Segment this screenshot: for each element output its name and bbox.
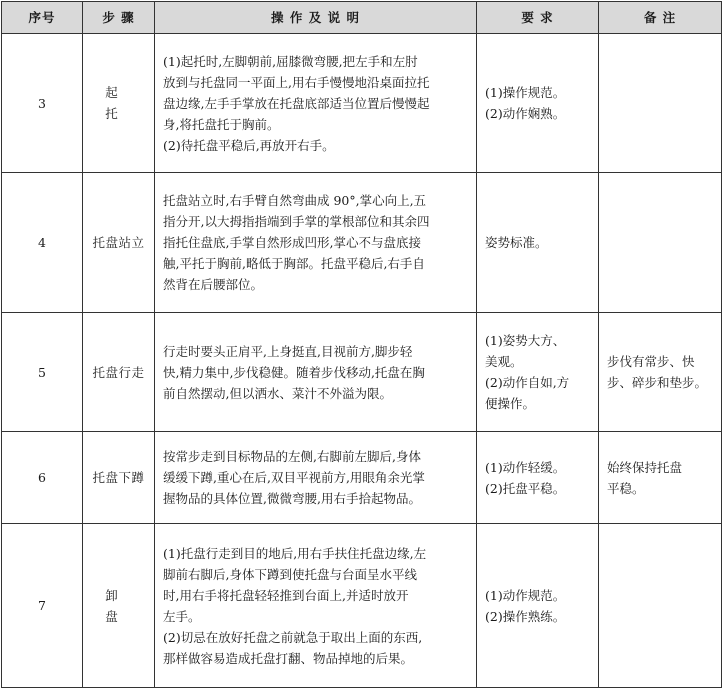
req-line: (2)动作娴熟。 xyxy=(485,106,566,121)
desc-line: 然背在后腰部位。 xyxy=(163,277,264,292)
desc-line: 放到与托盘同一平面上,用右手慢慢地沿桌面拉托 xyxy=(163,74,430,90)
desc-line: (1)起托时,左脚朝前,屈膝微弯腰,把左手和左肘 xyxy=(163,53,418,69)
header-row xyxy=(2,2,722,34)
table-row xyxy=(2,432,722,524)
cell-step: 托盘下蹲 xyxy=(83,432,155,524)
cell-step: 托盘行走 xyxy=(83,313,155,432)
step-label: 起 托 xyxy=(105,85,132,121)
cell-note xyxy=(599,524,722,688)
cell-no: 6 xyxy=(2,432,83,524)
req-line: 姿势标准。 xyxy=(485,235,548,250)
desc-line: (2)待托盘平稳后,再放开右手。 xyxy=(163,137,335,153)
table-row xyxy=(2,313,722,432)
cell-step xyxy=(83,34,155,173)
cell-no: 4 xyxy=(2,173,83,313)
note-line: 始终保持托盘 xyxy=(607,459,683,475)
req-line: (1)动作规范。 xyxy=(485,587,566,603)
step-label: 卸 盘 xyxy=(105,587,132,624)
desc-line: (2)切忌在放好托盘之前就急于取出上面的东西, xyxy=(163,629,423,645)
desc-line: 触,平托于胸前,略低于胸部。托盘平稳后,右手自 xyxy=(163,256,425,271)
note-line: 平稳。 xyxy=(607,480,645,496)
note-line: 步、碎步和垫步。 xyxy=(607,375,708,390)
req-line: (1)姿势大方、 xyxy=(485,333,566,348)
header-no: 序号 xyxy=(2,2,83,34)
req-line: (2)动作自如,方 xyxy=(485,375,570,390)
desc-line: 指托住盘底,手掌自然形成凹形,掌心不与盘底接 xyxy=(163,235,421,250)
desc-line: 行走时要头正肩平,上身挺直,目视前方,脚步轻 xyxy=(163,343,413,359)
cell-note xyxy=(599,34,722,173)
desc-line: 那样做容易造成托盘打翻、物品掉地的后果。 xyxy=(163,650,414,666)
desc-line: 托盘站立时,右手臂自然弯曲成 90°,掌心向上,五 xyxy=(163,193,427,208)
desc-line: 握物品的具体位置,微微弯腰,用右手拾起物品。 xyxy=(163,491,421,506)
header-note: 备 注 xyxy=(599,2,722,34)
cell-req xyxy=(477,34,599,173)
desc-line: 盘边缘,左手手掌放在托盘底部适当位置后慢慢起 xyxy=(163,95,430,111)
header-step: 步 骤 xyxy=(83,2,155,34)
desc-line: 左手。 xyxy=(163,608,201,624)
table-row xyxy=(2,173,722,313)
req-line: (2)托盘平稳。 xyxy=(485,480,566,496)
table-row xyxy=(2,524,722,688)
req-line: 美观。 xyxy=(485,354,523,369)
note-line: 步伐有常步、快 xyxy=(607,354,695,369)
req-line: (1)操作规范。 xyxy=(485,85,566,100)
cell-req xyxy=(477,173,599,313)
cell-req xyxy=(477,313,599,432)
header-desc: 操 作 及 说 明 xyxy=(155,2,477,34)
cell-no: 3 xyxy=(2,34,83,173)
desc-line: 指分开,以大拇指指端到手掌的掌根部位和其余四 xyxy=(163,214,430,229)
req-line: (2)操作熟练。 xyxy=(485,608,566,624)
req-line: (1)动作轻缓。 xyxy=(485,459,566,475)
header-req: 要 求 xyxy=(477,2,599,34)
cell-note xyxy=(599,313,722,432)
cell-req xyxy=(477,432,599,524)
desc-line: 缓缓下蹲,重心在后,双目平视前方,用眼角余光掌 xyxy=(163,470,425,485)
desc-line: 脚前右脚后,身体下蹲到使托盘与台面呈水平线 xyxy=(163,566,417,582)
cell-step xyxy=(83,524,155,688)
cell-desc xyxy=(155,173,477,313)
cell-req xyxy=(477,524,599,688)
cell-no: 5 xyxy=(2,313,83,432)
desc-line: 时,用右手将托盘轻轻推到台面上,并适时放开 xyxy=(163,587,409,603)
desc-line: 身,将托盘托于胸前。 xyxy=(163,116,280,132)
req-line: 便操作。 xyxy=(485,396,536,411)
cell-desc xyxy=(155,313,477,432)
desc-line: 按常步走到目标物品的左侧,右脚前左脚后,身体 xyxy=(163,449,421,464)
desc-line: 前自然摆动,但以洒水、菜汁不外溢为限。 xyxy=(163,385,392,401)
procedure-table xyxy=(1,1,722,688)
cell-desc xyxy=(155,34,477,173)
cell-no: 7 xyxy=(2,524,83,688)
cell-desc xyxy=(155,524,477,688)
cell-step: 托盘站立 xyxy=(83,173,155,313)
cell-desc xyxy=(155,432,477,524)
desc-line: 快,精力集中,步伐稳健。随着步伐移动,托盘在胸 xyxy=(163,364,425,380)
cell-note xyxy=(599,173,722,313)
cell-note xyxy=(599,432,722,524)
table-row xyxy=(2,34,722,173)
desc-line: (1)托盘行走到目的地后,用右手扶住托盘边缘,左 xyxy=(163,545,427,561)
